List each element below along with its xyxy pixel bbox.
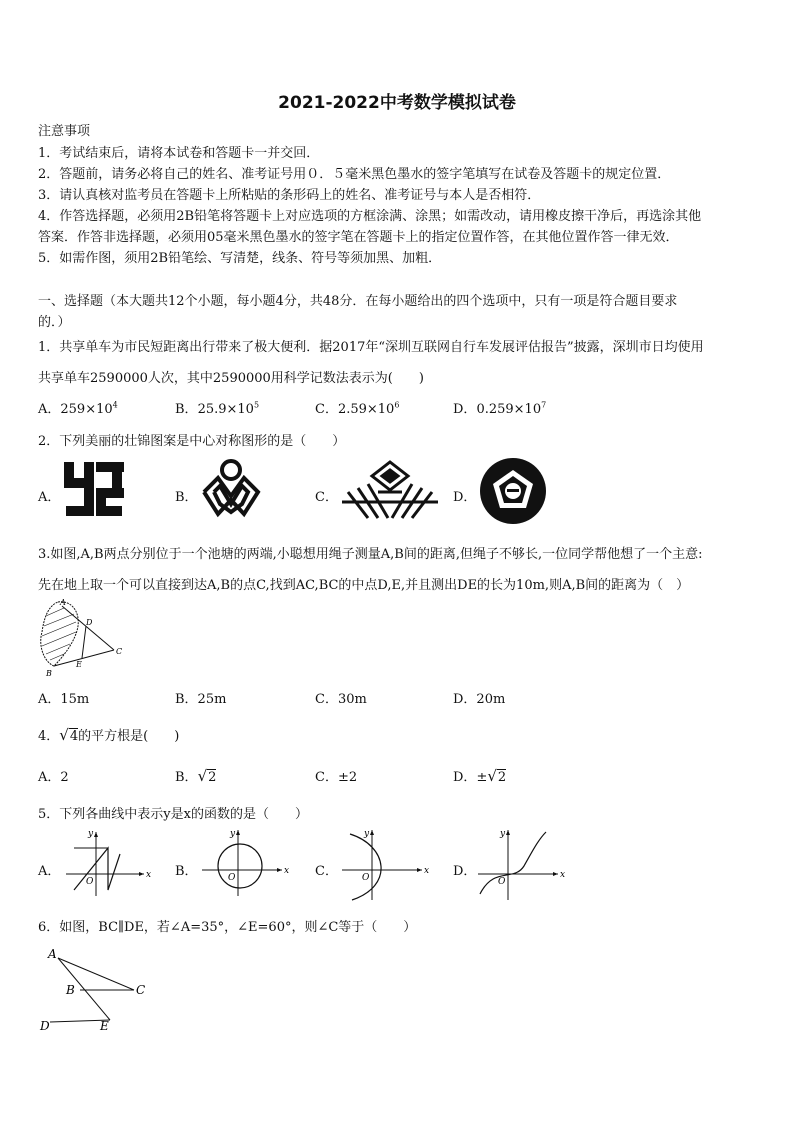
q4-option-b: B．√2 <box>175 767 217 785</box>
question-1-text: 1．共享单车为市民短距离出行带来了极大便利．据2017年“深圳互联网自行车发展评估报告”披露，深圳市日均使用 <box>38 340 704 355</box>
brocade-pattern-b-image <box>198 456 264 524</box>
q1-option-d: D．$0.259\times 10^7$ <box>453 400 547 417</box>
fig6-label-e: E <box>100 1019 109 1033</box>
pond-triangle-figure <box>34 596 130 678</box>
question-6-text: 6．如图，BC∥DE，若∠A=35°，∠E=60°，则∠C等于（ ） <box>38 920 417 935</box>
svg-text:x: x <box>424 866 430 876</box>
fig6-label-d: D <box>40 1019 50 1033</box>
fig-label-b: B <box>46 669 52 678</box>
q5-label-c: C． <box>315 864 338 879</box>
q5-graph-c <box>338 826 428 902</box>
svg-text:O: O <box>498 877 506 887</box>
q2-label-a: A． <box>38 490 61 505</box>
svg-text:O: O <box>362 873 370 883</box>
q3-option-c: C．30m <box>315 692 367 707</box>
fig6-label-c: C <box>136 983 146 997</box>
svg-text:y: y <box>230 829 236 839</box>
svg-text:O: O <box>228 873 236 883</box>
page-title: 2021-2022中考数学模拟试卷 <box>278 93 516 113</box>
q3-option-d: D．20m <box>453 692 506 707</box>
fig6-label-a: A <box>48 947 57 961</box>
notice-item: 5．如需作图，须用2B铅笔绘、写清楚，线条、符号等须加黑、加粗． <box>38 251 442 266</box>
fig-label-e: E <box>76 660 82 669</box>
q2-label-d: D． <box>453 490 477 505</box>
question-2-text: 2．下列美丽的壮锦图案是中心对称图形的是（ ） <box>38 434 346 449</box>
q1-option-a: A．$259\times 10^4$ <box>38 400 118 417</box>
question-4-text: 4．√4的平方根是( ) <box>38 726 180 744</box>
q5-graph-a <box>60 826 150 898</box>
question-3-text-cont: 先在地上取一个可以直接到达A,B的点C,找到AC,BC的中点D,E,并且测出DE的长为10m,则A,B间的距离为（ ） <box>38 578 690 593</box>
fig6-label-b: B <box>66 983 75 997</box>
svg-text:x: x <box>146 870 152 880</box>
q5-label-b: B． <box>175 864 198 879</box>
q1-option-b: B．$25.9\times 10^5$ <box>175 400 260 417</box>
q5-graph-d <box>474 826 564 902</box>
brocade-pattern-c-image <box>338 458 442 522</box>
q3-option-a: A．15m <box>38 692 90 707</box>
notice-item: 3．请认真核对监考员在答题卡上所粘贴的条形码上的姓名、准考证号与本人是否相符． <box>38 188 541 203</box>
question-1-text-cont: 共享单车2590000人次，其中2590000用科学记数法表示为( ) <box>38 371 424 386</box>
fig-label-c: C <box>116 647 123 656</box>
fig-label-d: D <box>86 618 93 627</box>
q5-label-a: A． <box>38 864 61 879</box>
q4-option-a: A．2 <box>38 770 69 785</box>
q4-option-c: C．±2 <box>315 770 358 785</box>
q2-label-b: B． <box>175 490 198 505</box>
svg-text:x: x <box>284 866 290 876</box>
q5-graph-b <box>198 826 288 898</box>
q4-option-d: D．±√2 <box>453 767 507 785</box>
notice-item: 2．答题前，请务必将自己的姓名、准考证号用０．５毫米黑色墨水的签字笔填写在试卷及答题卡的规定位置． <box>38 167 671 182</box>
svg-text:y: y <box>88 829 94 839</box>
svg-text:y: y <box>364 829 370 839</box>
notice-item: 4．作答选择题，必须用2B铅笔将答题卡上对应选项的方框涂满、涂黑；如需改动，请用橡皮擦干净后，再选涂其他 <box>38 209 702 224</box>
fig-label-a: A <box>60 598 66 607</box>
svg-text:y: y <box>500 829 506 839</box>
notice-item: 答案．作答非选择题，必须用05毫米黑色墨水的签字笔在答题卡上的指定位置作答，在其他位置作答一律无效． <box>38 230 679 245</box>
q5-label-d: D． <box>453 864 477 879</box>
q1-option-c: C．$2.59\times 10^6$ <box>315 400 400 417</box>
question-3-text: 3.如图,A,B两点分别位于一个池塘的两端,小聪想用绳子测量A,B间的距离,但绳子不够长,一位同学帮他想了一个主意: <box>38 547 703 562</box>
section-header: 一、选择题（本大题共12个小题，每小题4分，共48分．在每小题给出的四个选项中，只有一项是符合题目要求 <box>38 294 678 309</box>
svg-text:x: x <box>560 870 566 880</box>
question-5-text: 5．下列各曲线中表示y是x的函数的是（ ） <box>38 807 308 822</box>
brocade-pattern-d-image <box>478 456 548 526</box>
brocade-pattern-a-image <box>62 458 128 520</box>
q3-option-b: B．25m <box>175 692 227 707</box>
section-header-cont: 的．） <box>38 315 71 330</box>
notice-heading: 注意事项 <box>38 124 91 139</box>
notice-item: 1．考试结束后，请将本试卷和答题卡一并交回． <box>38 146 320 161</box>
q2-label-c: C． <box>315 490 338 505</box>
svg-text:O: O <box>86 877 94 887</box>
q6-parallel-figure <box>38 944 150 1036</box>
